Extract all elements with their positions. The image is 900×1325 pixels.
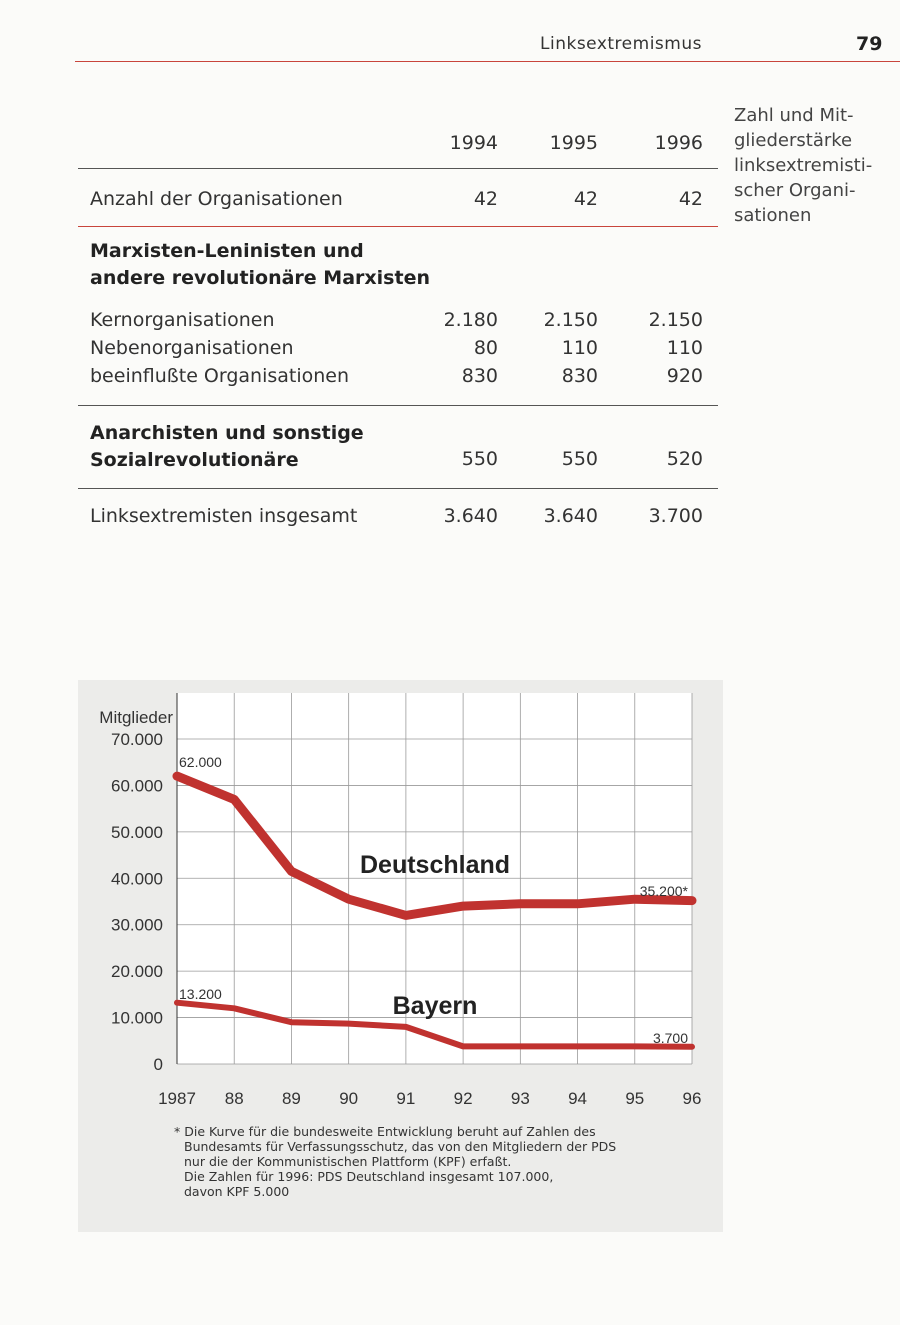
group-title-line: Marxisten-Leninisten und xyxy=(90,240,364,262)
y-tick-label: 60.000 xyxy=(111,776,163,796)
cell-value: 42 xyxy=(573,188,598,210)
row-label: Anzahl der Organisationen xyxy=(90,188,343,210)
cell-value: 550 xyxy=(561,448,598,470)
cell-value: 3.640 xyxy=(543,505,598,527)
running-title: Linksextremismus xyxy=(540,34,702,54)
cell-value: 110 xyxy=(666,337,703,359)
series-label: Bayern xyxy=(392,992,478,1020)
x-tick-label: 92 xyxy=(453,1089,473,1108)
footnote-line: * Die Kurve für die bundesweite Entwicklung beruht auf Zahlen des xyxy=(174,1124,596,1139)
x-tick-label: 1987 xyxy=(158,1089,196,1108)
cell-value: 110 xyxy=(561,337,598,359)
footnote-line: nur die der Kommunistischen Plattform (KPF) erfaßt. xyxy=(184,1154,512,1169)
cell-value: 830 xyxy=(561,365,598,387)
cell-value: 2.150 xyxy=(648,309,703,331)
x-tick-label: 90 xyxy=(339,1089,359,1108)
y-tick-label: 40.000 xyxy=(111,869,163,889)
sidenote-line: sationen xyxy=(734,205,812,226)
group-title-line: andere revolutionäre Marxisten xyxy=(90,267,430,289)
y-tick-label: 50.000 xyxy=(111,822,163,842)
cell-value: 2.180 xyxy=(443,309,498,331)
y-tick-label: 20.000 xyxy=(111,962,163,982)
data-label: 13.200 xyxy=(179,986,222,1002)
footnote-line: Bundesamts für Verfassungsschutz, das von den Mitgliedern der PDS xyxy=(184,1139,617,1154)
cell-value: 42 xyxy=(678,188,703,210)
footnote xyxy=(174,1124,714,1199)
sidenote-line: scher Organi- xyxy=(734,180,856,201)
y-tick-label: 10.000 xyxy=(111,1008,163,1028)
page-number: 79 xyxy=(856,33,883,55)
group-title-line: Sozialrevolutionäre xyxy=(90,449,299,471)
y-tick-label: 0 xyxy=(153,1055,163,1074)
cell-value: 830 xyxy=(461,365,498,387)
data-label: 3.700 xyxy=(652,1030,688,1046)
row-label: beeinflußte Organisationen xyxy=(90,365,350,387)
cell-value: 920 xyxy=(666,365,703,387)
footnote-line: davon KPF 5.000 xyxy=(184,1184,290,1199)
row-label: Kernorganisationen xyxy=(90,309,275,331)
x-tick-label: 89 xyxy=(281,1089,301,1108)
row-label: Nebenorganisationen xyxy=(90,337,294,359)
footnote-line: Die Zahlen für 1996: PDS Deutschland insgesamt 107.000, xyxy=(184,1169,554,1184)
y-axis-label: Mitglieder xyxy=(99,708,173,727)
cell-value: 42 xyxy=(473,188,498,210)
y-tick-label: 70.000 xyxy=(111,730,163,749)
data-label: 62.000 xyxy=(179,754,222,770)
x-tick-label: 91 xyxy=(396,1089,416,1108)
x-tick-label: 93 xyxy=(510,1089,530,1108)
x-tick-label: 94 xyxy=(568,1089,588,1108)
cell-value: 3.700 xyxy=(648,505,703,527)
year-header: 1995 xyxy=(549,132,598,154)
series-label: Deutschland xyxy=(359,851,511,879)
x-tick-label: 88 xyxy=(224,1089,244,1108)
group-title-line: Anarchisten und sonstige xyxy=(90,422,364,444)
x-tick-label: 96 xyxy=(682,1089,702,1108)
row-label: Linksextremisten insgesamt xyxy=(90,505,358,527)
sidenote-line: Zahl und Mit- xyxy=(734,105,854,126)
cell-value: 520 xyxy=(666,448,703,470)
cell-value: 80 xyxy=(473,337,498,359)
sidenote-line: linksextremisti- xyxy=(734,155,873,176)
y-tick-label: 30.000 xyxy=(111,915,163,935)
cell-value: 550 xyxy=(461,448,498,470)
year-header: 1994 xyxy=(449,132,498,154)
cell-value: 2.150 xyxy=(543,309,598,331)
x-tick-label: 95 xyxy=(625,1089,645,1108)
data-label: 35.200* xyxy=(639,883,688,899)
year-header: 1996 xyxy=(654,132,703,154)
sidenote-line: gliederstärke xyxy=(734,130,853,151)
cell-value: 3.640 xyxy=(443,505,498,527)
